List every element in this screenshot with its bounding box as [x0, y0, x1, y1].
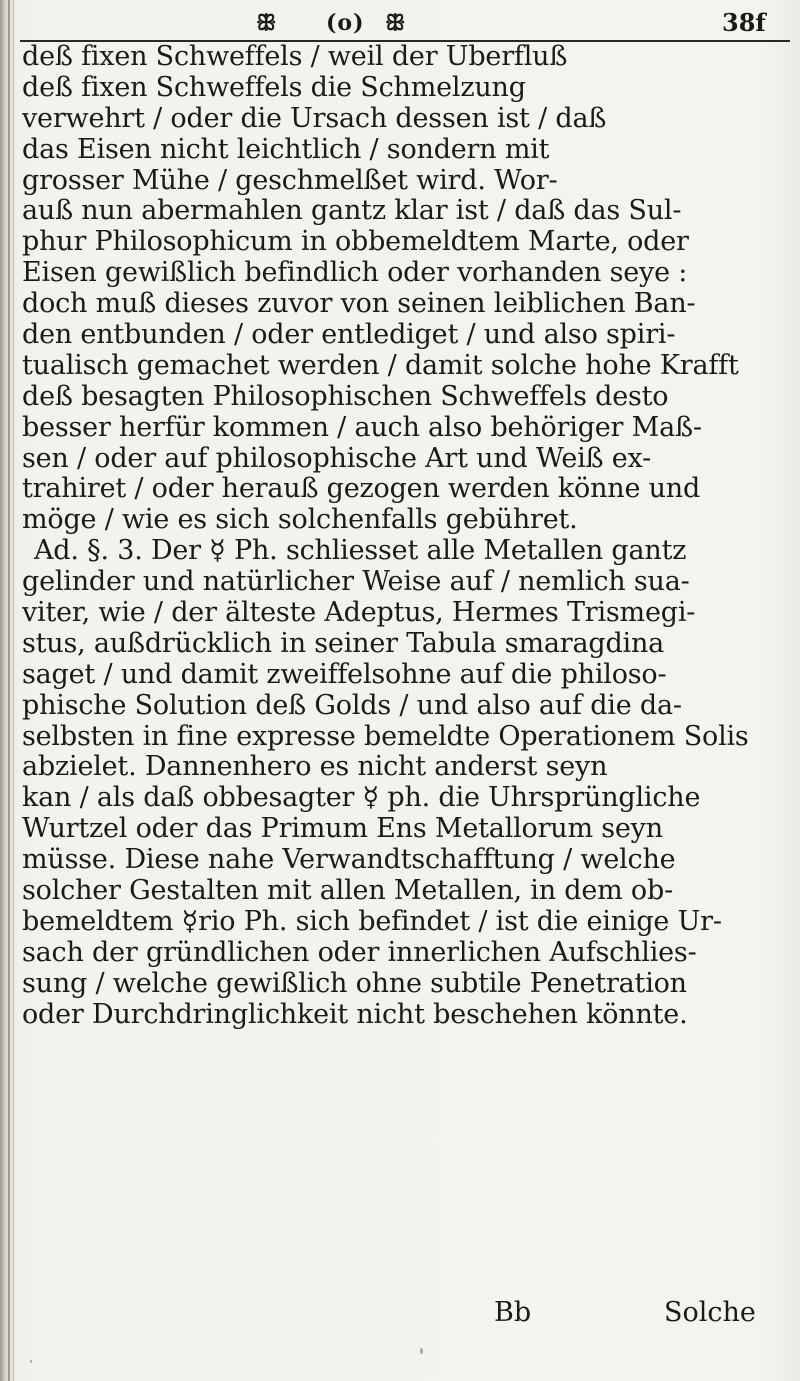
ornament-right-icon: ꕥ: [385, 10, 407, 36]
paper-speck: [30, 1360, 32, 1363]
text-line: deß fixen Schweffels die Schmelzung: [22, 72, 526, 103]
text-line: verwehrt / oder die Ursach dessen ist / daß: [22, 103, 607, 134]
text-line: möge / wie es sich solchenfalls gebühret.: [22, 505, 578, 536]
paragraph-start-line: Ad. §. 3. Der ☿ Ph. schliesset alle Metallen gantz: [34, 536, 687, 567]
ornament-center-icon: (o): [326, 10, 365, 36]
binding-gutter-edge: [13, 0, 14, 1381]
text-line: solcher Gestalten mit allen Metallen, in dem ob-: [22, 876, 673, 907]
signature-mark: Bb: [494, 1297, 532, 1328]
text-line: das Eisen nicht leichtlich / sondern mit: [22, 134, 550, 165]
text-line: abzielet. Dannenhero es nicht anderst seyn: [22, 752, 608, 783]
text-line: trahiret / oder herauß gezogen werden könne und: [22, 474, 701, 505]
text-line: sung / welche gewißlich ohne subtile Penetration: [22, 968, 687, 999]
ornament-left-icon: ꕥ: [256, 10, 278, 36]
text-line: stus, außdrücklich in seiner Tabula smaragdina: [22, 628, 665, 659]
text-line: saget / und damit zweiffelsohne auf die philoso-: [22, 659, 667, 690]
text-line: grosser Mühe / geschmelßet wird. Wor-: [22, 165, 558, 196]
text-line: phur Philosophicum in obbemeldtem Marte, oder: [22, 227, 689, 258]
text-line: selbsten in fine expresse bemeldte Operationem Solis: [22, 721, 749, 752]
paper-speck: [420, 1348, 423, 1354]
text-line: müsse. Diese nahe Verwandtschafftung / welche: [22, 845, 676, 876]
page-header: [0, 4, 800, 44]
text-line: phische Solution deß Golds / und also auf die da-: [22, 690, 682, 721]
text-line: sach der gründlichen oder innerlichen Aufschlies-: [22, 937, 697, 968]
text-line: doch muß dieses zuvor von seinen leiblichen Ban-: [22, 289, 696, 320]
text-line: Eisen gewißlich befindlich oder vorhanden seye :: [22, 258, 688, 289]
text-line: kan / als daß obbesagter ☿ ph. die Uhrsprüngliche: [22, 783, 701, 814]
text-line: oder Durchdringlichkeit nicht beschehen könnte.: [22, 999, 688, 1030]
catchword: Solche: [664, 1297, 756, 1328]
page-number: 38f: [722, 8, 766, 37]
text-line: Wurtzel oder das Primum Ens Metallorum seyn: [22, 814, 663, 845]
text-line: den entbunden / oder entlediget / und also spiri-: [22, 320, 676, 351]
text-line: viter, wie / der älteste Adeptus, Hermes Trismegi-: [22, 598, 696, 629]
text-line: deß fixen Schweffels / weil der Uberfluß: [22, 42, 568, 72]
text-line: bemeldtem ☿rio Ph. sich befindet / ist die einige Ur-: [22, 906, 722, 937]
text-line: auß nun abermahlen gantz klar ist / daß das Sul-: [22, 196, 682, 227]
page-footer: [494, 1296, 794, 1330]
text-line: tualisch gemachet werden / damit solche hohe Krafft: [22, 350, 739, 381]
text-line: besser herfür kommen / auch also behöriger Maß-: [22, 412, 702, 443]
body-text: [22, 42, 792, 1031]
binding-gutter: [8, 0, 10, 1381]
text-line: gelinder und natürlicher Weise auf / nemlich sua-: [22, 567, 690, 598]
text-line: sen / oder auf philosophische Art und Weiß ex-: [22, 443, 652, 474]
text-line: deß besagten Philosophischen Schweffels desto: [22, 381, 669, 412]
